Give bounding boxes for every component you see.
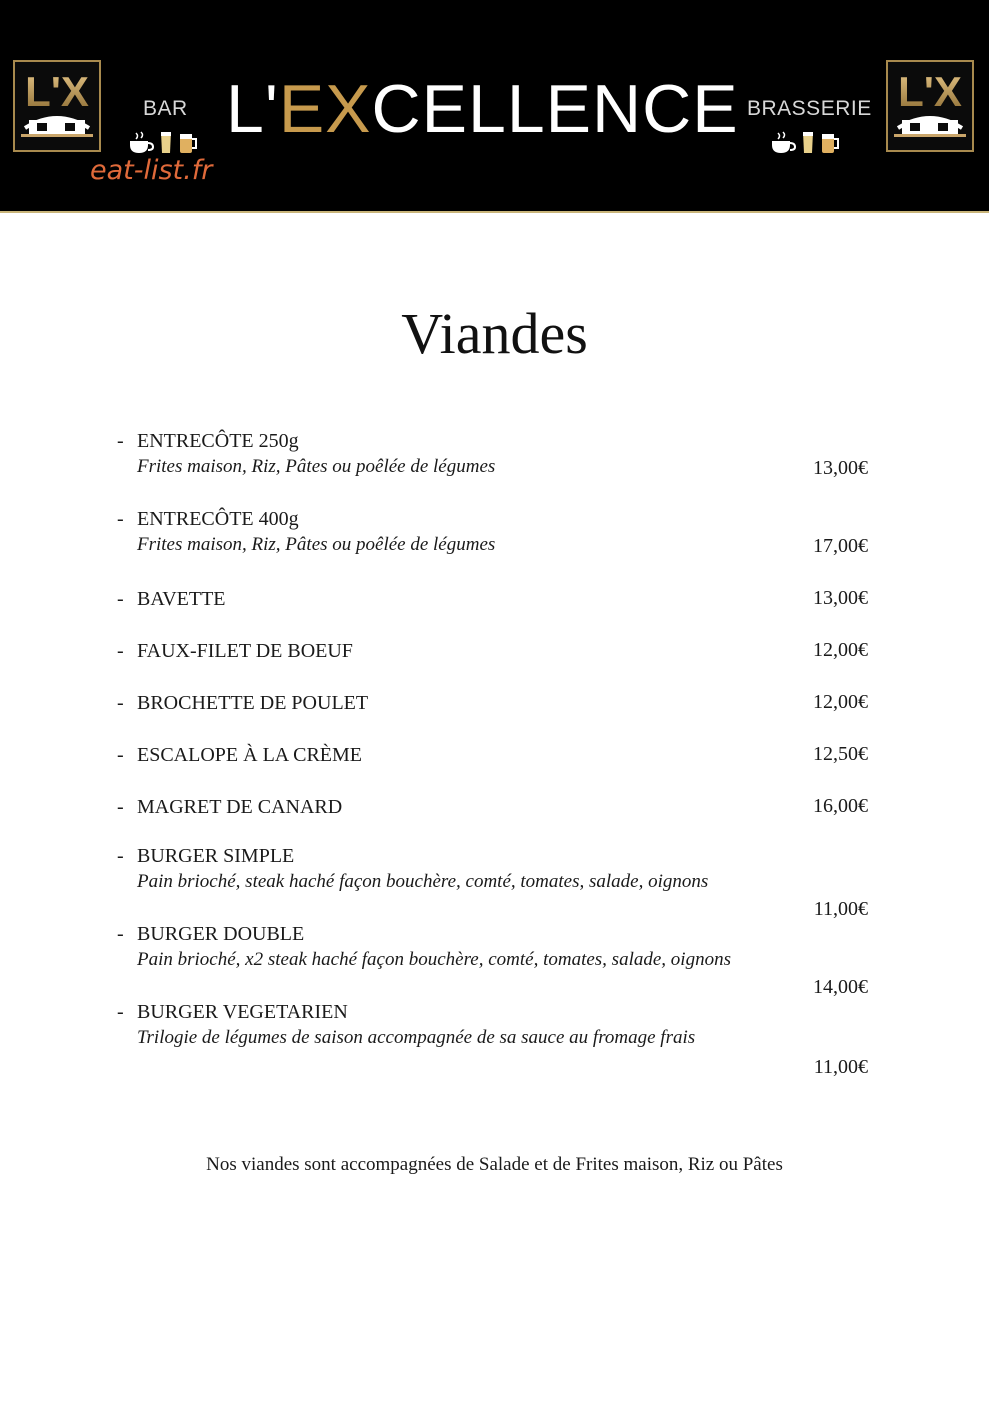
logo-emblem-icon bbox=[15, 62, 99, 150]
item-price: 11,00€ bbox=[813, 898, 868, 920]
menu-item: - ESCALOPE À LA CRÈME bbox=[117, 744, 363, 766]
item-description: Frites maison, Riz, Pâtes ou poêlée de légumes bbox=[137, 456, 496, 477]
coffee-cup-icon bbox=[130, 132, 153, 153]
beer-glass-icon bbox=[803, 132, 813, 153]
item-name: FAUX-FILET DE BOEUF bbox=[137, 640, 353, 662]
beer-glass-icon bbox=[161, 132, 171, 153]
item-price: 12,00€ bbox=[813, 691, 868, 713]
brand-gold-letters: EX bbox=[278, 71, 372, 147]
item-description: Pain brioché, x2 steak haché façon bouchère, comté, tomates, salade, oignons bbox=[137, 949, 731, 970]
logo-emblem-icon bbox=[888, 62, 972, 150]
beer-mug-icon bbox=[822, 134, 838, 153]
menu-item: - ENTRECÔTE 400g Frites maison, Riz, Pâtes ou poêlée de légumes bbox=[117, 506, 877, 558]
menu-item: - BURGER SIMPLE Pain brioché, steak haché façon bouchère, comté, tomates, salade, oignons bbox=[117, 843, 877, 895]
menu-item: - FAUX-FILET DE BOEUF bbox=[117, 640, 353, 662]
item-price: 17,00€ bbox=[813, 535, 868, 557]
item-description: Frites maison, Riz, Pâtes ou poêlée de légumes bbox=[137, 534, 496, 555]
drinks-icons-right bbox=[770, 129, 842, 160]
item-price: 12,50€ bbox=[813, 743, 868, 765]
item-price: 16,00€ bbox=[813, 795, 868, 817]
menu-item: - BAVETTE bbox=[117, 588, 226, 610]
item-name: BAVETTE bbox=[137, 588, 226, 610]
logo-lettering: L'X bbox=[898, 68, 962, 115]
bar-label: BAR bbox=[143, 97, 188, 120]
brand-logo-left bbox=[13, 60, 101, 152]
menu-item: - ENTRECÔTE 250g Frites maison, Riz, Pâtes ou poêlée de légumes bbox=[117, 428, 877, 480]
section-title: Viandes bbox=[401, 301, 588, 366]
menu-item: - BROCHETTE DE POULET bbox=[117, 692, 369, 714]
logo-lettering: L'X bbox=[25, 68, 89, 115]
menu-item: - MAGRET DE CANARD bbox=[117, 796, 343, 818]
brasserie-label: BRASSERIE bbox=[747, 97, 872, 120]
item-price: 13,00€ bbox=[813, 457, 868, 479]
brand-name bbox=[226, 70, 739, 148]
menu-item: - BURGER DOUBLE Pain brioché, x2 steak haché façon bouchère, comté, tomates, salade, oignons bbox=[117, 921, 877, 973]
watermark: eat-list.fr bbox=[90, 155, 213, 186]
item-price: 13,00€ bbox=[813, 587, 868, 609]
item-name: BURGER SIMPLE bbox=[137, 845, 295, 867]
item-name: BURGER DOUBLE bbox=[137, 923, 305, 945]
header-banner bbox=[0, 0, 989, 213]
item-description: Trilogie de légumes de saison accompagnée de sa sauce au fromage frais bbox=[137, 1027, 696, 1048]
brand-logo-right bbox=[886, 60, 974, 152]
item-description: Pain brioché, steak haché façon bouchère, comté, tomates, salade, oignons bbox=[137, 871, 709, 892]
brand-suffix: CELLENCE bbox=[371, 71, 739, 147]
menu-item: - BURGER VEGETARIEN Trilogie de légumes de saison accompagnée de sa sauce au fromage frais bbox=[117, 999, 877, 1051]
item-price: 14,00€ bbox=[813, 976, 868, 998]
brand-prefix: L' bbox=[226, 71, 279, 147]
item-name: BROCHETTE DE POULET bbox=[137, 692, 369, 714]
item-price: 12,00€ bbox=[813, 639, 868, 661]
beer-mug-icon bbox=[180, 134, 196, 153]
footer-note: Nos viandes sont accompagnées de Salade et de Frites maison, Riz ou Pâtes bbox=[206, 1154, 783, 1175]
item-name: MAGRET DE CANARD bbox=[137, 796, 343, 818]
item-name: ESCALOPE À LA CRÈME bbox=[137, 744, 363, 766]
item-name: BURGER VEGETARIEN bbox=[137, 1001, 348, 1023]
coffee-cup-icon bbox=[772, 132, 795, 153]
item-price: 11,00€ bbox=[813, 1056, 868, 1078]
item-name: ENTRECÔTE 250g bbox=[137, 430, 299, 452]
item-name: ENTRECÔTE 400g bbox=[137, 508, 299, 530]
